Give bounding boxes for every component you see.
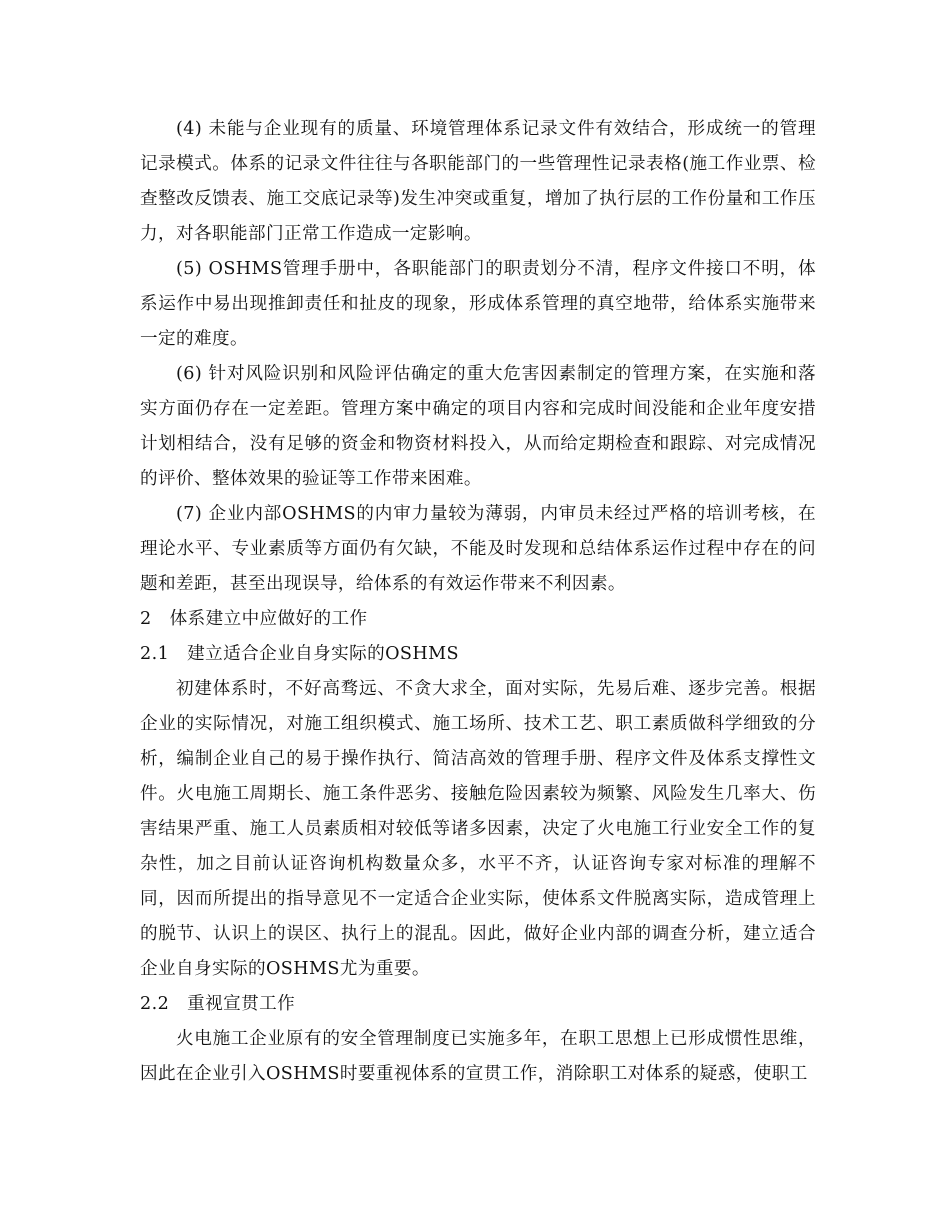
paragraph-section-2-1: 初建体系时，不好高骛远、不贪大求全，面对实际，先易后难、逐步完善。根据企业的实际情况，对施工组织模式、施工场所、技术工艺、职工素质做科学细致的分析，编制企业自己的易于操作执行、简洁高效的管理手册、程序文件及体系支撑性文件。火电施工周期长、施工条件恶劣、接触危险因素较为频繁、风险发生几率大、伤害结果严重、施工人员素质相对较低等诸多因素，决定了火电施工行业安全工作的复杂性，加之目前认证咨询机构数量众多，水平不齐，认证咨询专家对标准的理解不同，因而所提出的指导意见不一定适合企业实际，使体系文件脱离实际，造成管理上的脱节、认识上的误区、执行上的混乱。因此，做好企业内部的调查分析，建立适合企业自身实际的OSHMS尤为重要。 (140, 679, 816, 979)
paragraph-item-4: (4) 未能与企业现有的质量、环境管理体系记录文件有效结合，形成统一的管理记录模式。体系的记录文件往往与各职能部门的一些管理性记录表格(施工作业票、检查整改反馈表、施工交底记录等)发生冲突或重复，增加了执行层的工作份量和工作压力，对各职能部门正常工作造成一定影响。 (140, 119, 816, 244)
paragraph-item-7: (7) 企业内部OSHMS的内审力量较为薄弱，内审员未经过严格的培训考核，在理论水平、专业素质等方面仍有欠缺，不能及时发现和总结体系运作过程中存在的问题和差距，甚至出现误导，给体系的有效运作带来不利因素。 (140, 504, 816, 594)
section-heading-2-2: 2.2 重视宣贯工作 (140, 994, 296, 1014)
section-heading-2: 2 体系建立中应做好的工作 (140, 609, 368, 629)
paragraph-item-6: (6) 针对风险识别和风险评估确定的重大危害因素制定的管理方案，在实施和落实方面仍存在一定差距。管理方案中确定的项目内容和完成时间没能和企业年度安措计划相结合，没有足够的资金和物资材料投入，从而给定期检查和跟踪、对完成情况的评价、整体效果的验证等工作带来困难。 (140, 364, 816, 489)
paragraph-item-5: (5) OSHMS管理手册中，各职能部门的职责划分不清，程序文件接口不明，体系运作中易出现推卸责任和扯皮的现象，形成体系管理的真空地带，给体系实施带来一定的难度。 (140, 259, 816, 349)
document-body (140, 112, 816, 1092)
section-heading-2-1: 2.1 建立适合企业自身实际的OSHMS (140, 644, 459, 664)
paragraph-section-2-2: 火电施工企业原有的安全管理制度已实施多年，在职工思想上已形成惯性思维，因此在企业引入OSHMS时要重视体系的宣贯工作，消除职工对体系的疑惑，使职工 (140, 1029, 816, 1084)
